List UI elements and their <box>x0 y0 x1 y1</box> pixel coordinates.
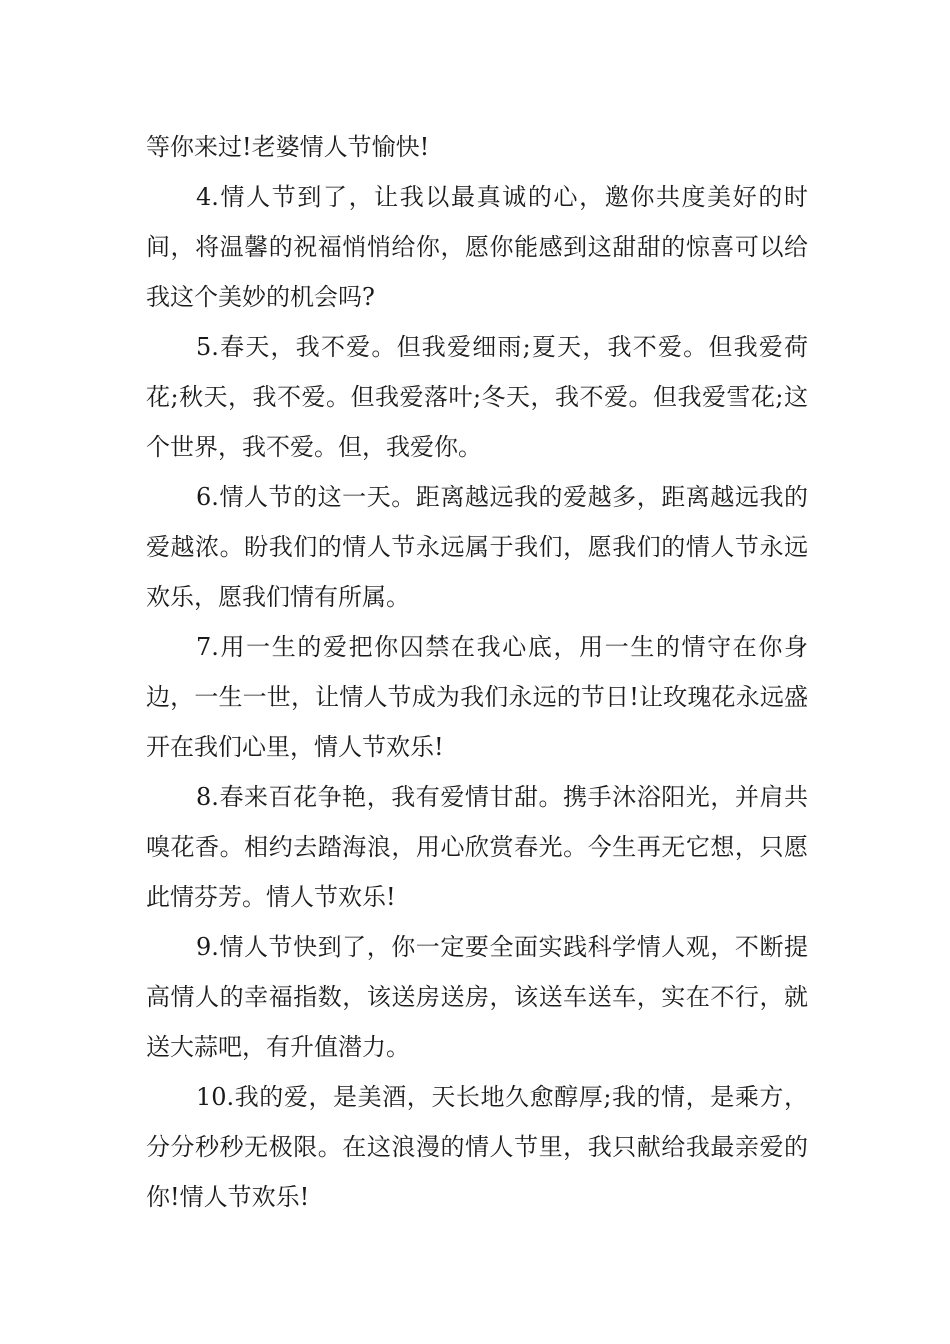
paragraph-item-6: 6.情人节的这一天。距离越远我的爱越多，距离越远我的爱越浓。盼我们的情人节永远属于我们，愿我们的情人节永远欢乐，愿我们情有所属。 <box>146 483 808 611</box>
paragraph-item-10: 10.我的爱，是美酒，天长地久愈醇厚;我的情，是乘方，分分秒秒无极限。在这浪漫的情人节里，我只献给我最亲爱的你!情人节欢乐! <box>146 1083 808 1211</box>
paragraph-item-7: 7.用一生的爱把你囚禁在我心底，用一生的情守在你身边，一生一世，让情人节成为我们永远的节日!让玫瑰花永远盛开在我们心里，情人节欢乐! <box>146 633 808 761</box>
paragraph-item-9: 9.情人节快到了，你一定要全面实践科学情人观，不断提高情人的幸福指数，该送房送房，该送车送车，实在不行，就送大蒜吧，有升值潜力。 <box>146 933 808 1061</box>
document-page <box>146 122 808 1222</box>
paragraph-item-5: 5.春天，我不爱。但我爱细雨;夏天，我不爱。但我爱荷花;秋天，我不爱。但我爱落叶;冬天，我不爱。但我爱雪花;这个世界，我不爱。但，我爱你。 <box>146 333 808 461</box>
paragraph-item-8: 8.春来百花争艳，我有爱情甘甜。携手沐浴阳光，并肩共嗅花香。相约去踏海浪，用心欣赏春光。今生再无它想，只愿此情芬芳。情人节欢乐! <box>146 783 808 911</box>
paragraph-continuation: 等你来过!老婆情人节愉快! <box>146 133 430 161</box>
paragraph-item-4: 4.情人节到了，让我以最真诚的心，邀你共度美好的时间，将温馨的祝福悄悄给你，愿你能感到这甜甜的惊喜可以给我这个美妙的机会吗? <box>146 183 808 311</box>
